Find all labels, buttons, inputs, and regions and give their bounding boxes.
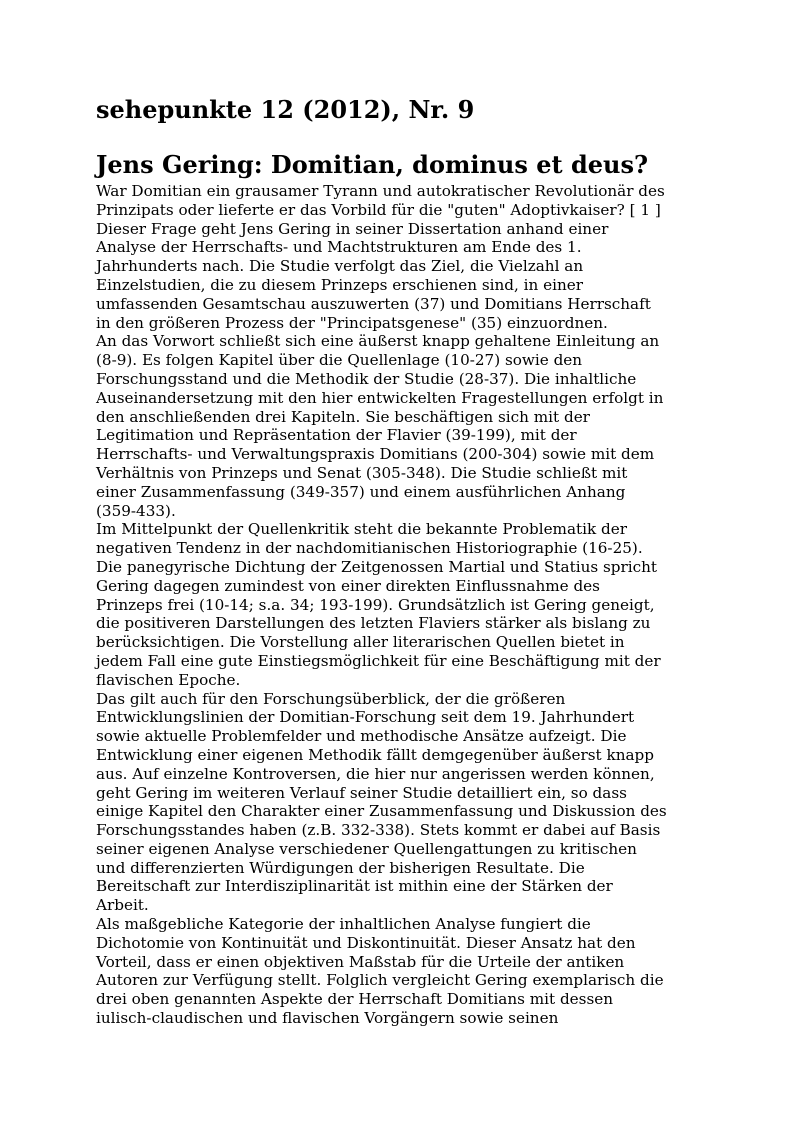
text-line: An das Vorwort schließt sich eine äußerst knapp gehaltene Einleitung an (96, 332, 660, 351)
text-line: Legitimation und Repräsentation der Flavier (39-199), mit der (96, 426, 577, 445)
text-line: Verhältnis von Prinzeps und Senat (305-348). Die Studie schließt mit (96, 463, 628, 482)
text-line: Herrschafts- und Verwaltungspraxis Domitians (200-304) sowie mit dem (96, 445, 655, 464)
text-line: einer Zusammenfassung (349-357) und einem ausführlichen Anhang (96, 482, 626, 501)
text-line: in den größeren Prozess der "Principatsgenese" (35) einzuordnen. (96, 313, 608, 332)
text-line: jedem Fall eine gute Einstiegsmöglichkeit für eine Beschäftigung mit der (96, 651, 661, 670)
text-line: Auseinandersetzung mit den hier entwickelten Fragestellungen erfolgt in (96, 388, 664, 407)
text-line: geht Gering im weiteren Verlauf seiner Studie detailliert ein, so dass (96, 783, 627, 802)
text-line: Dieser Frage geht Jens Gering in seiner Dissertation anhand einer (96, 219, 609, 238)
text-line: Vorteil, dass er einen objektiven Maßstab für die Urteile der antiken (96, 952, 625, 971)
text-line: Entwicklung einer eigenen Methodik fällt demgegenüber äußerst knapp (96, 745, 654, 764)
journal-title: sehepunkte 12 (2012), Nr. 9 (96, 95, 475, 124)
text-line: Im Mittelpunkt der Quellenkritik steht die bekannte Problematik der (96, 520, 627, 539)
text-line: flavischen Epoche. (96, 670, 241, 689)
text-line: Das gilt auch für den Forschungsüberblick, der die größeren (96, 689, 566, 708)
text-line: Gering dagegen zumindest von einer direkten Einflussnahme des (96, 576, 600, 595)
text-line: Als maßgebliche Kategorie der inhaltlichen Analyse fungiert die (96, 915, 591, 934)
text-line: sowie aktuelle Problemfelder und methodische Ansätze aufzeigt. Die (96, 727, 627, 746)
text-line: Arbeit. (96, 896, 149, 915)
text-line: iulisch-claudischen und flavischen Vorgängern sowie seinen (96, 1009, 559, 1028)
text-line: berücksichtigen. Die Vorstellung aller literarischen Quellen bietet in (96, 633, 625, 652)
text-line: Einzelstudien, die zu diesem Prinzeps erschienen sind, in einer (96, 275, 583, 294)
text-line: Analyse der Herrschafts- und Machtstrukturen am Ende des 1. (96, 238, 582, 257)
text-line: Jahrhunderts nach. Die Studie verfolgt das Ziel, die Vielzahl an (96, 257, 584, 276)
text-line: die positiveren Darstellungen des letzten Flaviers stärker als bislang zu (96, 614, 651, 633)
text-line: umfassenden Gesamtschau auszuwerten (37) und Domitians Herrschaft (96, 294, 651, 313)
article-title: Jens Gering: Domitian, dominus et deus? (96, 150, 649, 179)
text-line: Prinzipats oder lieferte er das Vorbild für die "guten" Adoptivkaiser? [ 1 ] (96, 200, 661, 219)
text-line: einige Kapitel den Charakter einer Zusammenfassung und Diskussion des (96, 802, 667, 821)
text-line: Entwicklungslinien der Domitian-Forschung seit dem 19. Jahrhundert (96, 708, 635, 727)
text-line: und differenzierten Würdigungen der bisherigen Resultate. Die (96, 858, 585, 877)
text-line: War Domitian ein grausamer Tyrann und autokratischer Revolutionär des (96, 182, 665, 200)
text-line: Bereitschaft zur Interdisziplinarität ist mithin eine der Stärken der (96, 877, 613, 896)
text-line: seiner eigenen Analyse verschiedener Quellengattungen zu kritischen (96, 839, 637, 858)
text-line: Die panegyrische Dichtung der Zeitgenossen Martial und Statius spricht (96, 557, 657, 576)
text-line: Prinzeps frei (10-14; s.a. 34; 193-199). Grundsätzlich ist Gering geneigt, (96, 595, 655, 614)
text-line: Forschungsstand und die Methodik der Studie (28-37). Die inhaltliche (96, 369, 637, 388)
text-line: aus. Auf einzelne Kontroversen, die hier nur angerissen werden können, (96, 764, 655, 783)
article-body (96, 182, 716, 1028)
text-line: den anschließenden drei Kapiteln. Sie beschäftigen sich mit der (96, 407, 590, 426)
text-line: drei oben genannten Aspekte der Herrschaft Domitians mit dessen (96, 990, 614, 1009)
text-line: Forschungsstandes haben (z.B. 332-338). Stets kommt er dabei auf Basis (96, 821, 661, 840)
text-line: negativen Tendenz in der nachdomitianischen Historiographie (16-25). (96, 539, 643, 558)
text-line: (8-9). Es folgen Kapitel über die Quellenlage (10-27) sowie den (96, 351, 583, 370)
text-line: (359-433). (96, 501, 176, 520)
text-line: Autoren zur Verfügung stellt. Folglich vergleicht Gering exemplarisch die (96, 971, 664, 990)
text-line: Dichotomie von Kontinuität und Diskontinuität. Dieser Ansatz hat den (96, 933, 636, 952)
